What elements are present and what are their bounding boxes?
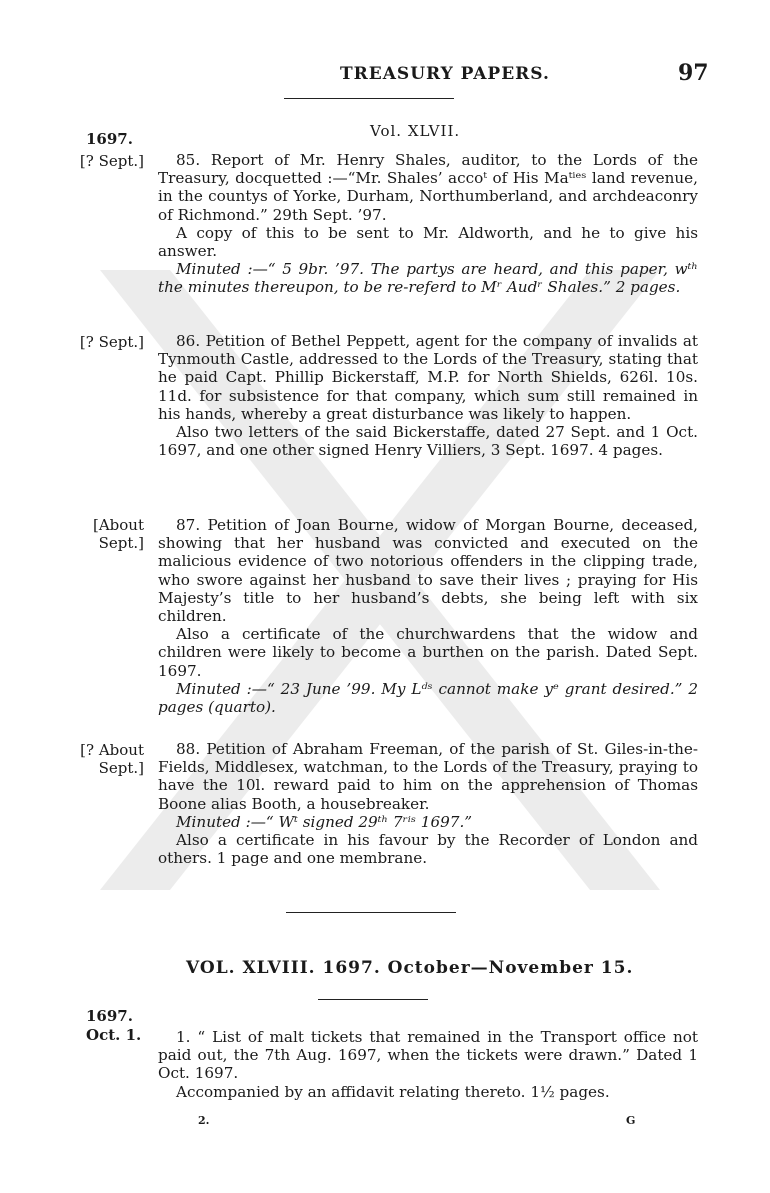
entry-oct-1 — [158, 1028, 698, 1101]
section-subrule — [318, 999, 428, 1000]
entry-margin-date: [About Sept.] — [92, 516, 144, 552]
entry-paragraph: Minuted :—“ Wᵗ signed 29ᵗʰ 7ʳⁱˢ 1697.” — [176, 812, 473, 831]
page-number: 97 — [678, 60, 709, 86]
gathering-letter: G — [626, 1114, 636, 1127]
entry-margin-date: [? Sept.] — [79, 333, 144, 351]
running-head-title: TREASURY PAPERS. — [340, 64, 550, 84]
head-rule — [284, 98, 454, 99]
entry-paragraph: 1. “ List of malt tickets that remained in the Transport office not paid out, the 7th Aug. 1697, when the tickets were drawn.” Dated 1 Oct. 1697. — [158, 1028, 698, 1083]
volume-heading: Vol. XLVII. — [370, 122, 461, 140]
entry-paragraph: 87. Petition of Joan Bourne, widow of Morgan Bourne, deceased, showing that her husband was convicted and executed on the malicious evidence of two notorious offenders in the clipping trade, who swore against her husband to save their lives ; praying for His Majesty’s title to her husband’s debts, she being left with six children. — [158, 516, 698, 626]
year-margin-2: 1697. — [86, 1007, 133, 1025]
year-margin: 1697. — [86, 130, 133, 148]
entry-paragraph: Minuted :—“ 23 June ’99. My Lᵈˢ cannot make yᵉ grant desired.” 2 pages (quarto). — [158, 679, 698, 717]
entry-paragraph: Also two letters of the said Bickerstaffe, dated 27 Sept. and 1 Oct. 1697, and one other signed Henry Villiers, 3 Sept. 1697. 4 pages. — [158, 423, 698, 460]
entry-paragraph: 86. Petition of Bethel Peppett, agent for the company of invalids at Tynmouth Castle, addressed to the Lords of the Treasury, stating that he paid Capt. Phillip Bickerstaff, M.P. for North Shields, 626l. 10s. 11d. for subsistence for that company, which sum still remained in his hands, whereby a great disturbance was likely to happen. — [158, 332, 698, 423]
entry-margin-date: [? About Sept.] — [80, 741, 144, 777]
entry-paragraph: 85. Report of Mr. Henry Shales, auditor, to the Lords of the Treasury, docquetted :—“Mr. Shales’ accoᵗ of His Maᵗⁱᵉˢ land revenue, in the countys of Yorke, Durham, Northumberland, and archdeaconry of Richmond.” 29th Sept. ’97. — [158, 151, 698, 224]
entry-85 — [158, 151, 698, 297]
entry-paragraph: A copy of this to be sent to Mr. Aldworth, and he to give his answer. — [158, 223, 698, 261]
entry-87 — [158, 516, 698, 716]
entry-paragraph: Also a certificate in his favour by the Recorder of London and others. 1 page and one membrane. — [158, 831, 698, 868]
entry-86 — [158, 332, 698, 459]
section-heading: VOL. XLVIII. 1697. October—November 15. — [186, 958, 634, 978]
entry-paragraph: Also a certificate of the churchwardens that the widow and children were likely to become a burthen on the parish. Dated Sept. 1697. — [158, 625, 698, 680]
entry-paragraph: 88. Petition of Abraham Freeman, of the parish of St. Giles-in-the-Fields, Middlesex, watchman, to the Lords of the Treasury, praying to have the 10l. reward paid to him on the apprehension of Thomas Boone alias Booth, a housebreaker. — [158, 740, 698, 813]
signature-mark: 2. — [198, 1114, 210, 1127]
entry-88 — [158, 740, 698, 867]
entry-margin-date: [? Sept.] — [79, 152, 144, 170]
entry-paragraph: Accompanied by an affidavit relating thereto. 1½ pages. — [176, 1082, 610, 1101]
date-margin: Oct. 1. — [86, 1026, 142, 1044]
section-rule — [286, 912, 456, 913]
entry-paragraph: Minuted :—“ 5 9br. ’97. The partys are heard, and this paper, wᵗʰ the minutes thereupon, to be re-referd to Mʳ Audʳ Shales.” 2 pages. — [158, 260, 698, 297]
